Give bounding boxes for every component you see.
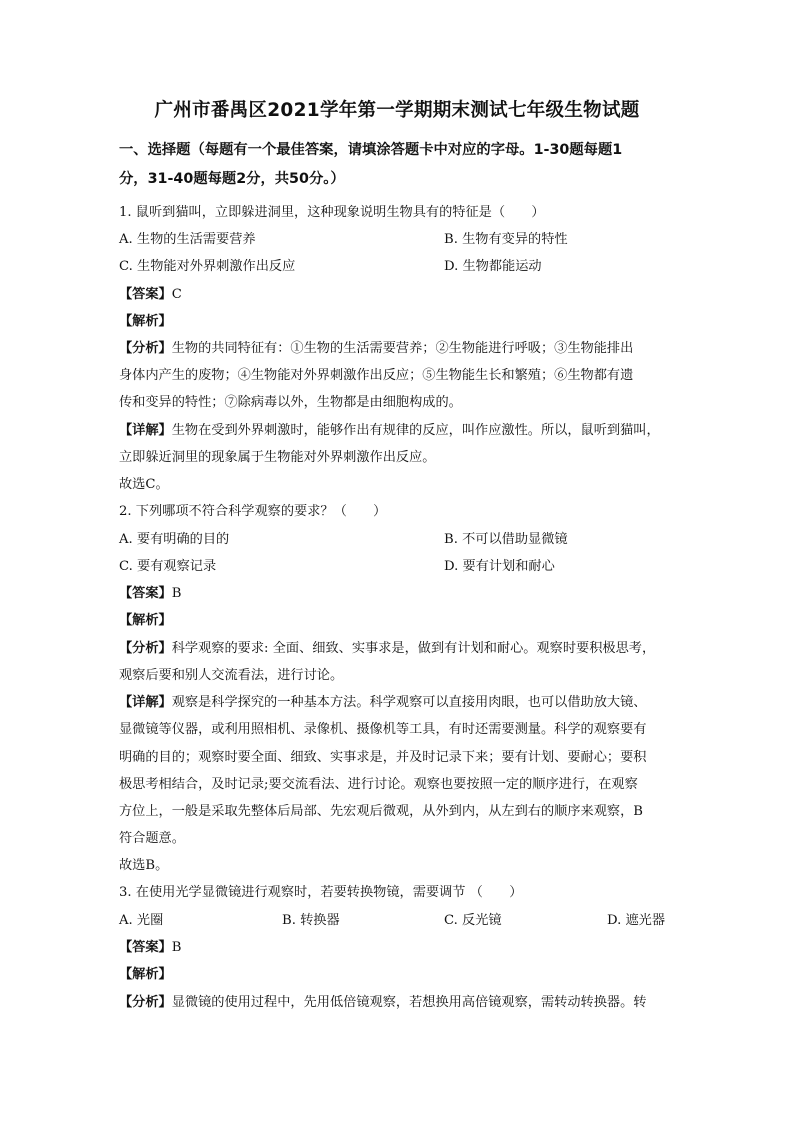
jiexi-tag: 【解析】 — [119, 314, 172, 329]
q1-fenxi-text-1: 生物的共同特征有：①生物的生活需要营养；②生物能进行呼吸；③生物能排出 — [171, 341, 634, 356]
answer-tag: 【答案】 — [119, 287, 172, 302]
q1-xiangjie-line-1 — [119, 419, 660, 438]
q2-fenxi-line-2: 观察后要和别人交流看法，进行讨论。 — [119, 668, 344, 683]
q2-jiexi-tag — [119, 609, 172, 628]
q1-conclusion: 故选C。 — [119, 477, 169, 492]
q1-option-a: A. 生物的生活需要营养 — [119, 232, 256, 247]
q3-option-d: D. 遮光器 — [607, 913, 666, 928]
q2-xiangjie-line-6: 符合题意。 — [119, 831, 185, 846]
q1-fenxi-line-1 — [119, 337, 633, 356]
q2-fenxi-text-1: 科学观察的要求: 全面、细致、实事求是，做到有计划和耐心。观察时要积极思考， — [171, 641, 656, 656]
q3-fenxi-line-1 — [119, 991, 647, 1010]
q3-jiexi-tag — [119, 963, 172, 982]
q1-option-b: B. 生物有变异的特性 — [444, 232, 568, 247]
q1-xiangjie-text-1: 生物在受到外界刺激时，能够作出有规律的反应，叫作应激性。所以，鼠听到猫叫， — [171, 423, 660, 438]
q2-xiangjie-line-4: 极思考相结合，及时记录;要交流看法、进行讨论。观察也要按照一定的顺序进行，在观察 — [119, 777, 638, 792]
q2-xiangjie-line-2: 显微镜等仪器，或利用照相机、录像机、摄像机等工具，有时还需要测量。科学的观察要有 — [119, 722, 647, 737]
q1-fenxi-line-2: 身体内产生的废物；④生物能对外界刺激作出反应；⑤生物能生长和繁殖；⑥生物都有遗 — [119, 368, 634, 383]
q2-xiangjie-text-1: 观察是科学探究的一种基本方法。科学观察可以直接用肉眼，也可以借助放大镜、 — [171, 695, 647, 710]
q2-option-b: B. 不可以借助显微镜 — [444, 532, 568, 547]
answer-tag: 【答案】 — [119, 940, 172, 955]
fenxi-tag: 【分析】 — [119, 341, 172, 356]
q2-answer-value: B — [171, 586, 182, 601]
answer-tag: 【答案】 — [119, 586, 172, 601]
q1-jiexi-tag — [119, 310, 172, 329]
question-2-stem: 2. 下列哪项不符合科学观察的要求？（ ） — [119, 504, 387, 519]
q1-fenxi-line-3: 传和变异的特性；⑦除病毒以外，生物都是由细胞构成的。 — [119, 395, 462, 410]
fenxi-tag: 【分析】 — [119, 641, 172, 656]
q3-option-a: A. 光圈 — [119, 913, 164, 928]
q2-xiangjie-line-5: 方位上，一般是采取先整体后局部、先宏观后微观，从外到内，从左到右的顺序来观察，B — [119, 804, 643, 819]
q3-answer-value: B — [171, 940, 182, 955]
q3-answer — [119, 936, 181, 955]
q2-xiangjie-line-3: 明确的目的；观察时要全面、细致、实事求是，并及时记录下来；要有计划、要耐心；要积 — [119, 750, 647, 765]
xiangjie-tag: 【详解】 — [119, 695, 172, 710]
q2-option-d: D. 要有计划和耐心 — [444, 559, 555, 574]
q1-answer — [119, 283, 182, 302]
q3-option-c: C. 反光镜 — [444, 913, 502, 928]
q1-option-d: D. 生物都能运动 — [444, 259, 542, 274]
q2-option-a: A. 要有明确的目的 — [119, 532, 230, 547]
q1-xiangjie-line-2: 立即躲近洞里的现象属于生物能对外界刺激作出反应。 — [119, 450, 436, 465]
q1-answer-value: C — [171, 287, 182, 302]
jiexi-tag: 【解析】 — [119, 967, 172, 982]
question-1-stem: 1. 鼠听到猫叫，立即躲进洞里，这种现象说明生物具有的特征是（ ） — [119, 205, 545, 220]
q3-fenxi-text-1: 显微镜的使用过程中，先用低倍镜观察，若想换用高倍镜观察，需转动转换器。转 — [171, 995, 647, 1010]
section-heading-line-1: 一、选择题（每题有一个最佳答案，请填涂答题卡中对应的字母。1-30题每题1 — [119, 142, 623, 158]
fenxi-tag: 【分析】 — [119, 995, 172, 1010]
question-3-stem: 3. 在使用光学显微镜进行观察时，若要转换物镜，需要调节 （ ） — [119, 885, 523, 900]
q2-fenxi-line-1 — [119, 637, 655, 656]
q2-conclusion: 故选B。 — [119, 858, 169, 873]
q2-option-c: C. 要有观察记录 — [119, 559, 217, 574]
q2-answer — [119, 582, 181, 601]
jiexi-tag: 【解析】 — [119, 613, 172, 628]
section-heading-line-2: 分，31-40题每题2分，共50分。） — [119, 171, 345, 187]
q1-option-c: C. 生物能对外界刺激作出反应 — [119, 259, 296, 274]
xiangjie-tag: 【详解】 — [119, 423, 172, 438]
q2-xiangjie-line-1 — [119, 691, 647, 710]
q3-option-b: B. 转换器 — [282, 913, 340, 928]
page-title: 广州市番禺区2021学年第一学期期末测试七年级生物试题 — [154, 100, 640, 121]
